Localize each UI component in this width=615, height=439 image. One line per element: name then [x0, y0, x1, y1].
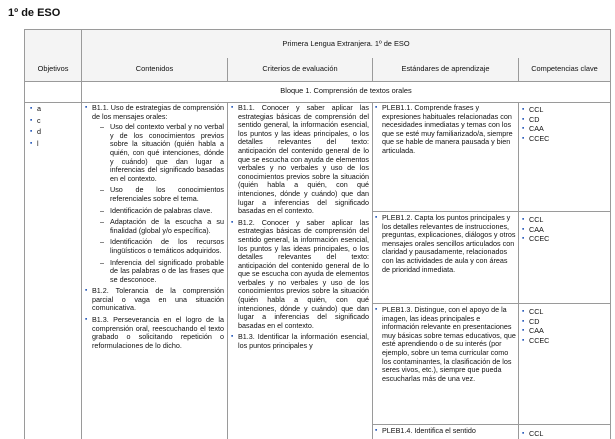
estandar-item: ▪ PLEB1.2. Capta los puntos principales y los detalles relevantes de instrucciones, preguntas, explicaciones, diálogos y otros mensajes orales sencillos articulados con claridad y pausadamente, relacionados con las actividades de aula y con áreas de prioridad inmediata. — [375, 214, 516, 274]
contenido-item — [85, 104, 224, 284]
competencia-item: ▪ CCEC — [522, 235, 608, 244]
estandares-cell — [373, 102, 519, 439]
competencia-item: ▪ CAA — [522, 226, 608, 235]
competencia-item: ▪ CAA — [522, 327, 608, 336]
competencia-item: ▪ CD — [522, 318, 608, 327]
page-title: 1º de ESO — [8, 7, 61, 19]
objetivo-item: ▪ c — [30, 117, 81, 126]
block-title: Bloque 1. Comprensión de textos orales — [280, 86, 412, 96]
objetivo-item: ▪ l — [30, 140, 81, 149]
contenido-b11: B1.1. Uso de estrategias de comprensión de los mensajes orales: — [92, 103, 224, 121]
competencia-item: ▪ CCL — [522, 308, 608, 317]
competencia-item: ▪ CCL — [522, 430, 608, 439]
competencia-item: ▪ CAA — [522, 125, 608, 134]
estandar-item: ▪ PLEB1.4. Identifica el sentido — [375, 427, 516, 436]
criterio-item: ▪ B1.3. Identificar la información esencial, los puntos principales y — [231, 333, 369, 350]
contenido-subitem: – Adaptación de la escucha a su finalidad (global y/o específica). — [100, 218, 224, 235]
column-header-contenidos: Contenidos — [82, 58, 228, 81]
competencias-cell — [519, 102, 610, 439]
content-row — [25, 102, 610, 439]
criterio-item: ▪ B1.2. Conocer y saber aplicar las estrategias básicas de comprensión del sentido general, la información esencial, los puntos y las ideas principales, o los detalles relevantes del texto: anticipación del contenido general de lo que se escucha con ayuda de elementos verbales y no verbales y uso de los conocimientos previos sobre la situación (quién habla a quién, con qué intenciones, dónde y cuándo) que dan lugar a inferencias del significado basadas en el contexto. — [231, 219, 369, 331]
competencia-item: ▪ CCEC — [522, 337, 608, 346]
subject-header-row — [25, 30, 610, 58]
curriculum-table — [24, 29, 611, 439]
contenidos-cell — [82, 102, 228, 439]
column-header-row — [25, 58, 610, 81]
criterio-item: ▪ B1.1. Conocer y saber aplicar las estrategias básicas de comprensión del sentido general, la información esencial, los puntos y las ideas principales, o los detalles relevantes del texto: anticipación del contenido general de lo que se escucha con ayuda de elementos verbales y no verbales y uso de los conocimientos previos sobre la situación (quién habla a quién, con qué intenciones, dónde y cuándo) que dan lugar a inferencias del significado basadas en el contexto. — [231, 104, 369, 216]
competencia-item: ▪ CCL — [522, 216, 608, 225]
contenido-subitem: – Identificación de los recursos lingüísticos o temáticos adquiridos. — [100, 238, 224, 255]
contenido-item: ▪ B1.3. Perseverancia en el logro de la comprensión oral, reescuchando el texto grabado o solicitando repetición o reformulaciones de lo dicho. — [85, 316, 224, 350]
estandar-item: ▪ PLEB1.1. Comprende frases y expresiones habituales relacionadas con necesidades inmediatas y temas con los que se esté muy familiarizado/a, siempre que se hable de manera pausada y bien articulada. — [375, 104, 516, 156]
objetivos-cell — [25, 102, 82, 439]
column-header-objetivos: Objetivos — [25, 58, 82, 81]
contenido-subitem: – Uso del contexto verbal y no verbal y de los conocimientos previos sobre la situación (quién habla a quién, con qué intenciones, dónde y cuándo) que dan lugar a inferencias del significado basadas en el contexto. — [100, 123, 224, 183]
contenido-subitem: – Identificación de palabras clave. — [100, 207, 224, 216]
column-header-criterios: Criterios de evaluación — [228, 58, 373, 81]
column-header-estandares: Estándares de aprendizaje — [373, 58, 519, 81]
objetivo-item: ▪ d — [30, 128, 81, 137]
objetivo-item: ▪ a — [30, 105, 81, 114]
criterios-cell — [228, 102, 373, 439]
competencia-item: ▪ CD — [522, 116, 608, 125]
column-header-competencias: Competencias clave — [531, 64, 598, 74]
contenido-item: ▪ B1.2. Tolerancia de la comprensión parcial o vaga en una situación comunicativa. — [85, 287, 224, 313]
contenido-subitem: – Inferencia del significado probable de las palabras o de las frases que se desconoce. — [100, 259, 224, 285]
subject-header: Primera Lengua Extranjera. 1º de ESO — [282, 38, 410, 48]
competencia-item: ▪ CCL — [522, 106, 608, 115]
contenido-subitem: – Uso de los conocimientos referenciales sobre el tema. — [100, 186, 224, 203]
estandar-item: ▪ PLEB1.3. Distingue, con el apoyo de la imagen, las ideas principales e información relevante en presentaciones muy básicas sobre temas educativos, que esté aprendiendo o de su interés (por ejemplo, sobre un tema curricular como los contaminantes, la clasificación de los seres vivos, etc.), siempre que pueda escucharlas más de una vez. — [375, 306, 516, 383]
competencia-item: ▪ CCEC — [522, 135, 608, 144]
block-title-row — [25, 81, 610, 102]
